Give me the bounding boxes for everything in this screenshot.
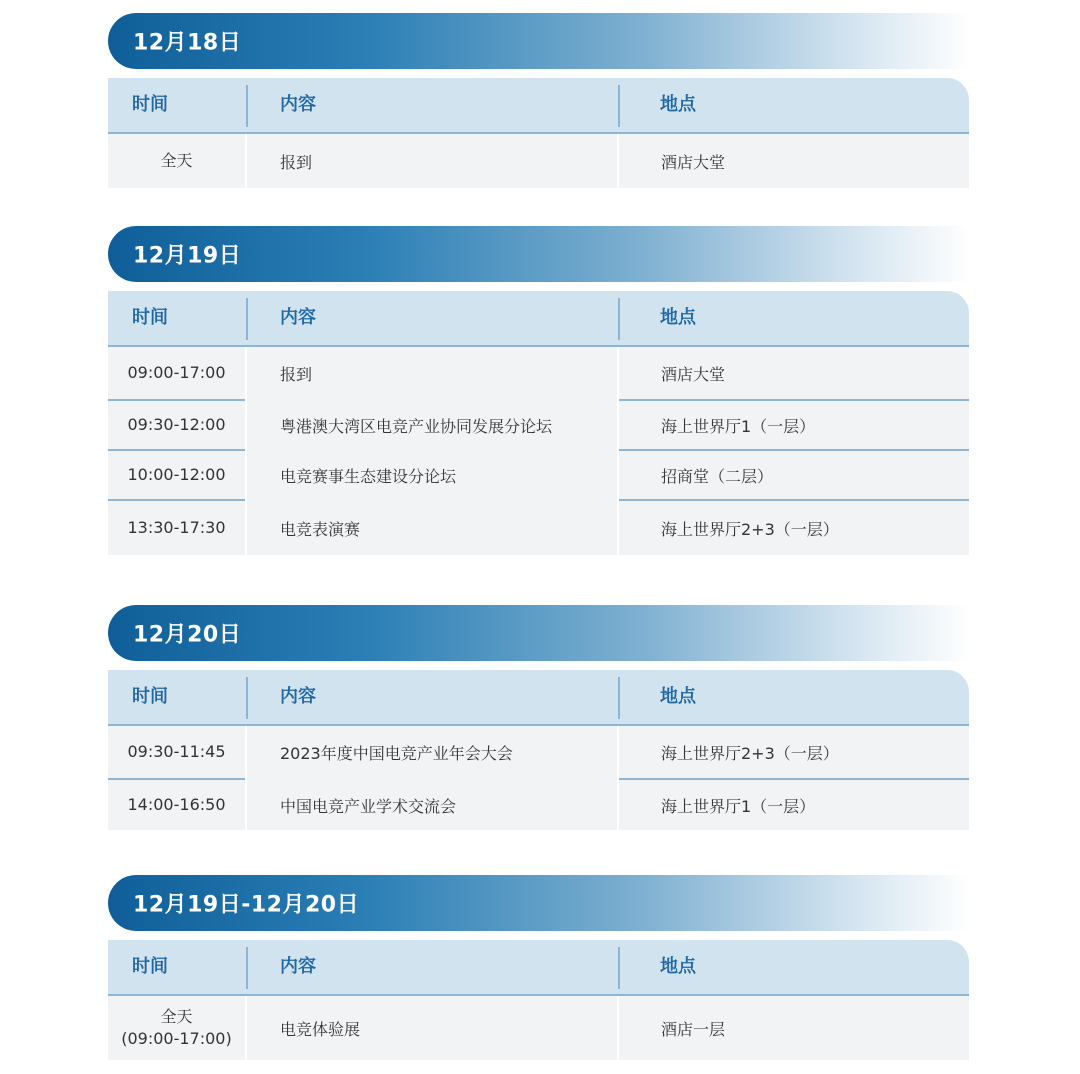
day-date: 12月19日-12月20日 bbox=[133, 892, 360, 918]
header-time: 时间 bbox=[132, 307, 168, 328]
cell-location: 酒店大堂 bbox=[619, 134, 969, 188]
table-row bbox=[108, 996, 969, 1060]
cell-content: 粤港澳大湾区电竞产业协同发展分论坛 bbox=[247, 401, 617, 451]
header-location: 地点 bbox=[660, 956, 696, 977]
day-header-1219-1220 bbox=[108, 875, 970, 931]
header-divider bbox=[246, 298, 248, 340]
cell-location: 海上世界厅1（一层） bbox=[619, 401, 969, 451]
cell-location: 海上世界厅2+3（一层） bbox=[619, 726, 969, 780]
table-row bbox=[108, 501, 969, 555]
table-row bbox=[108, 347, 969, 401]
header-divider bbox=[246, 947, 248, 989]
table-row bbox=[108, 780, 969, 830]
table-row bbox=[108, 451, 969, 501]
schedule-table-1220 bbox=[108, 670, 969, 830]
day-header-1219 bbox=[108, 226, 970, 282]
cell-content: 电竞表演赛 bbox=[247, 501, 617, 555]
cell-location: 海上世界厅1（一层） bbox=[619, 780, 969, 830]
cell-time: 14:00-16:50 bbox=[108, 780, 245, 830]
day-header-1220 bbox=[108, 605, 970, 661]
cell-location: 海上世界厅2+3（一层） bbox=[619, 501, 969, 555]
cell-time: 13:30-17:30 bbox=[108, 501, 245, 555]
header-divider bbox=[618, 298, 620, 340]
schedule-table-1218 bbox=[108, 78, 969, 188]
cell-content: 报到 bbox=[247, 347, 617, 401]
cell-time: 09:30-11:45 bbox=[108, 726, 245, 780]
cell-time bbox=[108, 996, 245, 1060]
header-content: 内容 bbox=[280, 686, 316, 707]
header-divider bbox=[618, 947, 620, 989]
day-date: 12月19日 bbox=[133, 243, 242, 269]
table-header bbox=[108, 291, 969, 347]
table-header bbox=[108, 670, 969, 726]
cell-content: 电竞体验展 bbox=[247, 996, 617, 1060]
table-row bbox=[108, 726, 969, 780]
cell-content: 中国电竞产业学术交流会 bbox=[247, 780, 617, 830]
header-divider bbox=[618, 677, 620, 719]
table-row bbox=[108, 134, 969, 188]
schedule-table-1219 bbox=[108, 291, 969, 555]
header-location: 地点 bbox=[660, 94, 696, 115]
header-location: 地点 bbox=[660, 686, 696, 707]
cell-time: 10:00-12:00 bbox=[108, 451, 245, 501]
header-time: 时间 bbox=[132, 956, 168, 977]
cell-content: 报到 bbox=[247, 134, 617, 188]
header-time: 时间 bbox=[132, 686, 168, 707]
header-content: 内容 bbox=[280, 956, 316, 977]
schedule-table-1219-1220 bbox=[108, 940, 969, 1060]
header-divider bbox=[618, 85, 620, 127]
cell-time-line2: (09:00-17:00) bbox=[121, 1029, 232, 1048]
cell-time: 全天 bbox=[108, 134, 245, 188]
cell-location: 酒店一层 bbox=[619, 996, 969, 1060]
header-content: 内容 bbox=[280, 94, 316, 115]
cell-time: 09:30-12:00 bbox=[108, 401, 245, 451]
cell-time-line1: 全天 bbox=[160, 1007, 193, 1026]
header-divider bbox=[246, 85, 248, 127]
header-time: 时间 bbox=[132, 94, 168, 115]
header-content: 内容 bbox=[280, 307, 316, 328]
header-divider bbox=[246, 677, 248, 719]
table-row bbox=[108, 401, 969, 451]
day-date: 12月18日 bbox=[133, 30, 242, 56]
table-header bbox=[108, 940, 969, 996]
table-header bbox=[108, 78, 969, 134]
cell-location: 酒店大堂 bbox=[619, 347, 969, 401]
cell-content: 电竞赛事生态建设分论坛 bbox=[247, 451, 617, 501]
day-header-1218 bbox=[108, 13, 970, 69]
cell-location: 招商堂（二层） bbox=[619, 451, 969, 501]
day-date: 12月20日 bbox=[133, 622, 242, 648]
cell-time: 09:00-17:00 bbox=[108, 347, 245, 401]
header-location: 地点 bbox=[660, 307, 696, 328]
cell-content: 2023年度中国电竞产业年会大会 bbox=[247, 726, 617, 780]
